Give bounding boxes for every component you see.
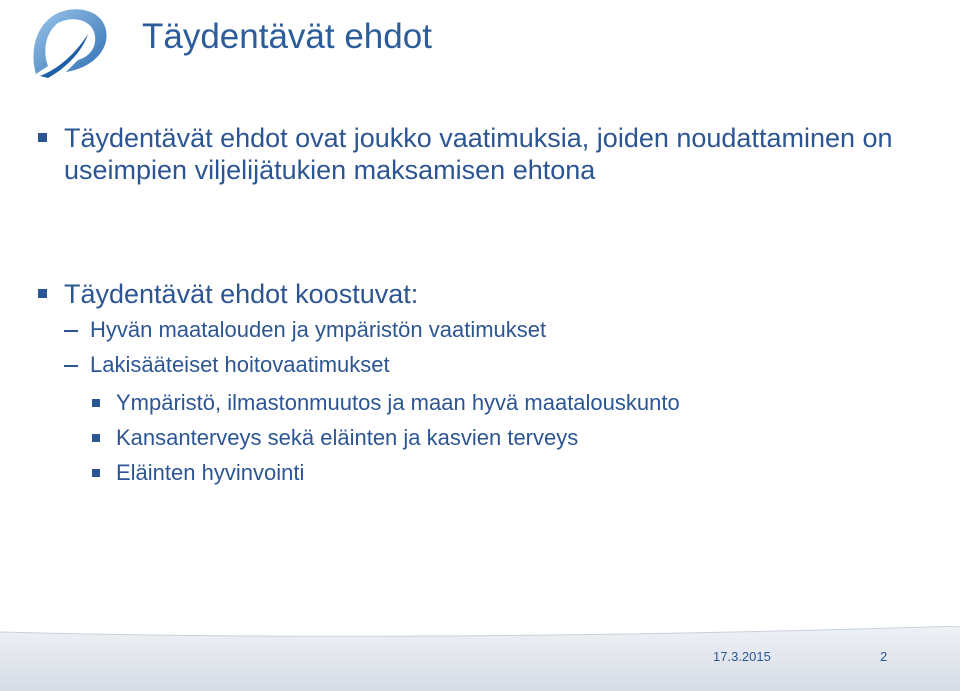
square-bullet-icon [38,289,47,298]
bullet-item [38,278,898,310]
square-bullet-icon [92,399,100,407]
sub-sub-bullet-item [92,460,304,486]
sub-sub-bullet-item [92,425,578,451]
sub-bullet-item [64,317,546,343]
footer-date: 17.3.2015 [713,649,771,664]
bullet-text: Täydentävät ehdot koostuvat: [64,279,419,309]
bullet-text: Täydentävät ehdot ovat joukko vaatimuksia, joiden noudattaminen on useimpien viljelijätukien maksamisen ehtona [64,123,893,185]
square-bullet-icon [92,434,100,442]
sub-bullet-item [64,352,390,378]
sub-sub-bullet-item [92,390,680,416]
page-number: 2 [880,649,888,664]
sub-sub-bullet-text: Eläinten hyvinvointi [116,460,305,485]
sub-sub-bullet-text: Ympäristö, ilmastonmuutos ja maan hyvä maatalouskunto [116,390,680,415]
slide-title: Täydentävät ehdot [142,17,432,56]
square-bullet-icon [38,133,47,142]
sub-bullet-text: Hyvän maatalouden ja ympäristön vaatimukset [90,317,547,342]
footer-wave-decoration [0,626,960,691]
footer-band [0,626,960,691]
sub-sub-bullet-text: Kansanterveys sekä eläinten ja kasvien terveys [116,425,579,450]
bullet-item [38,122,898,186]
dash-bullet-icon [64,330,78,332]
organization-logo-icon [26,4,110,80]
sub-bullet-text: Lakisääteiset hoitovaatimukset [90,352,390,377]
dash-bullet-icon [64,365,78,367]
square-bullet-icon [92,469,100,477]
